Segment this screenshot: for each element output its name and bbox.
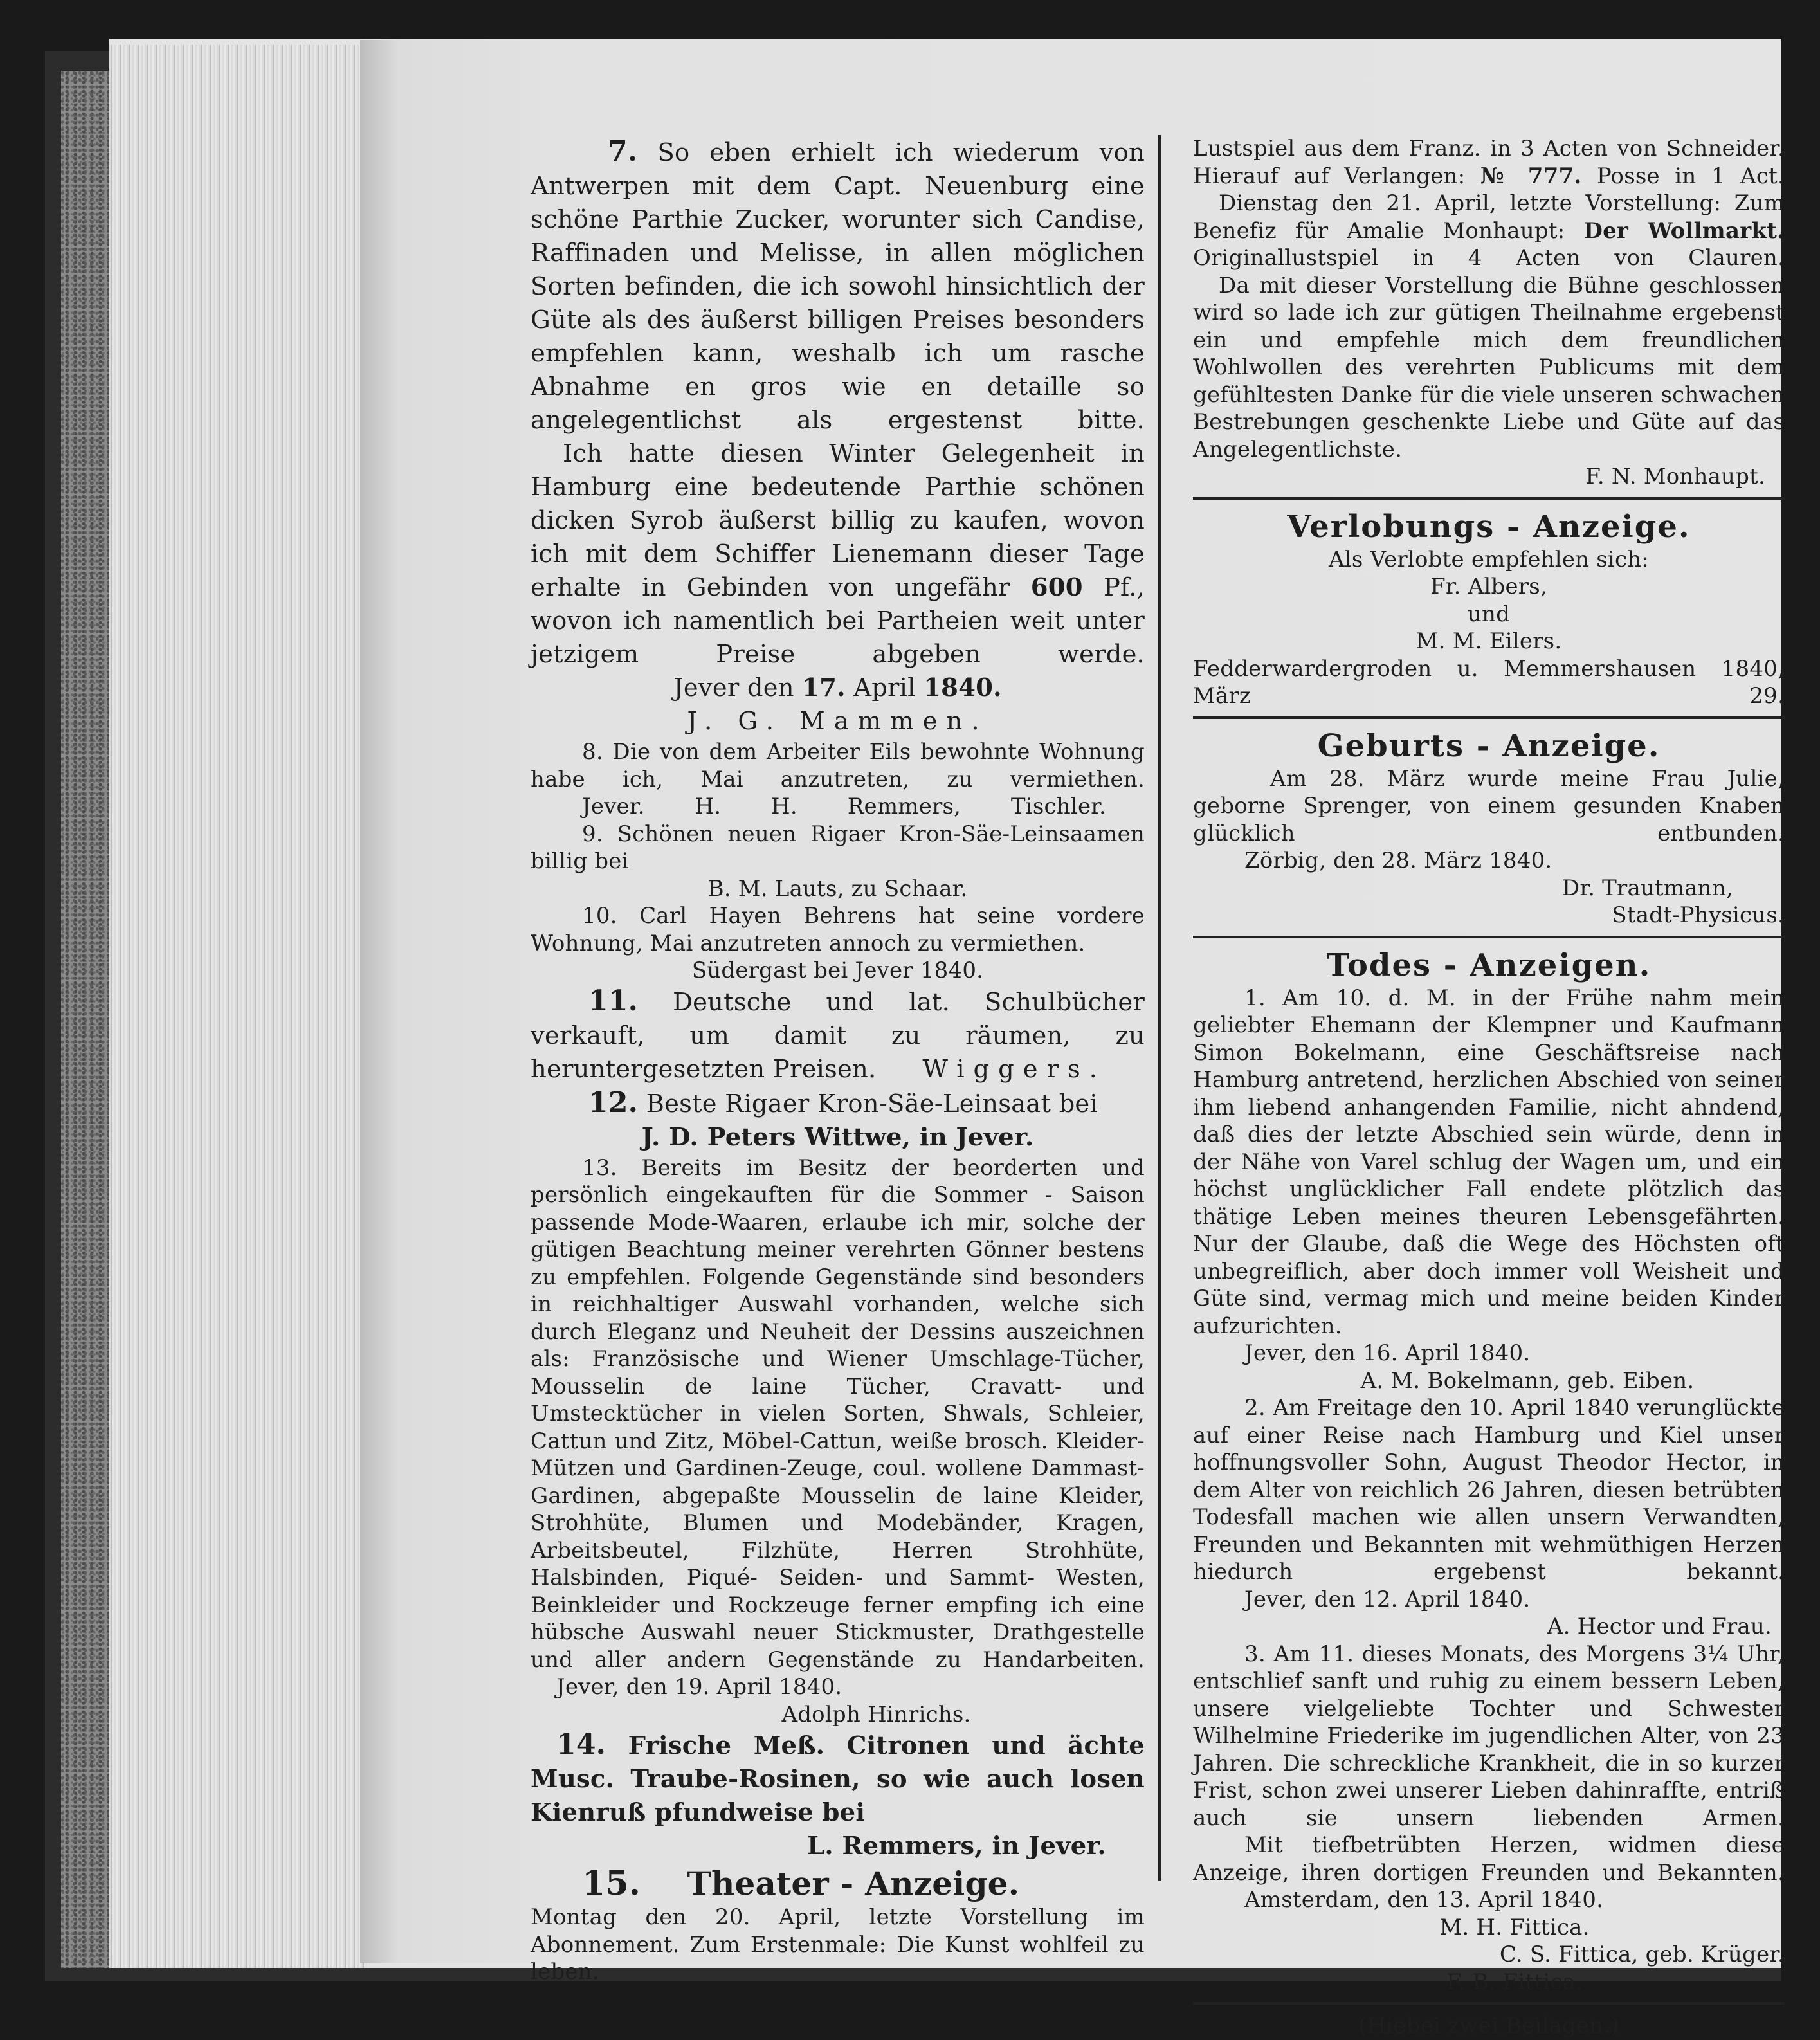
notice-signature: C. S. Fittica, geb. Krüger. <box>1499 1942 1785 1967</box>
ad-text: Carl Hayen Behrens hat seine vordere Wohnung, Mai anzutreten annoch zu vermiethen. <box>531 903 1145 956</box>
notice-signature: A. M. Bokelmann, geb. Eiben. <box>1360 1367 1695 1394</box>
text: Lustspiel aus dem Franz. in 3 Acten von Schneider. Hierauf auf Verlangen: <box>1193 136 1785 189</box>
ad-number: 7. <box>608 135 638 168</box>
ad-amount: 600 <box>1030 573 1083 602</box>
column-divider <box>1158 135 1161 1881</box>
ad-text: Beste Rigaer Kron-Säe-Leinsaat bei <box>646 1089 1098 1118</box>
section-rule <box>1193 2002 1785 2005</box>
notice-text: Am 11. dieses Monats, des Morgens 3¼ Uhr, entschlief sanft und ruhig zu einem bessern Leben, unsere vielgeliebte Tochter und Schwester Wilhelmine Friederike im jugendlichen Alter, von 23 Jahren. Die schreckliche Krankheit, die in so kurzer Frist, schon zwei unserer Lieben dahinraffte, entriß auch sie unsern liebenden Armen. <box>1193 1641 1785 1831</box>
ad-number: 8. <box>582 739 603 765</box>
section-heading: Geburts - Anzeige. <box>1317 727 1661 764</box>
play-number: № 777. <box>1480 163 1582 189</box>
name: Fr. Albers, <box>1430 574 1547 599</box>
notice-signature: A. Hector und Frau. <box>1547 1614 1772 1639</box>
ad-date-day: 17. <box>802 673 846 702</box>
ad-signature: J. G. Mammen. <box>687 707 988 736</box>
ad-text: Ich hatte diesen Winter Gelegenheit in Hamburg eine bedeutende Parthie schönen dicken Syrob äußerst billig zu kaufen, wovon ich mit dem Schiffer Lienemann dieser Tage erhalte in Gebinden von ungefähr <box>531 439 1145 602</box>
theater-continued <box>1193 135 1785 491</box>
ad-signature: Südergast bei Jever 1840. <box>691 958 984 983</box>
ad-9 <box>531 821 1145 903</box>
notice-signature: M. H. Fittica. <box>1439 1914 1590 1940</box>
ad-text: Deutsche und lat. Schulbücher verkauft, um damit zu räumen, zu heruntergesetzten Preisen. <box>531 987 1145 1084</box>
ad-number: 10. <box>582 903 617 929</box>
ad-text: So eben erhielt ich wiederum von Antwerpen mit dem Capt. Neuenburg eine schöne Parthie Zucker, worunter sich Candise, Raffinaden und Melisse, in allen möglichen Sorten befinden, die ich sowohl hinsichtlich der Güte als des äußerst billigen Preises besonders empfehlen kann, weshalb ich um rasche Abnahme en gros wie en detaille so angelegentlichst als ergestenst bitte. <box>531 138 1145 435</box>
signature: F. N. Monhaupt. <box>1585 464 1765 489</box>
ad-date-year: 1840. <box>924 673 1002 702</box>
ad-date-month: April <box>853 673 916 702</box>
ad-number: 12. <box>588 1086 639 1119</box>
ad-signature: Adolph Hinrichs. <box>781 1701 971 1727</box>
text: Am 28. März wurde meine Frau Julie, geborne Sprenger, von einem gesunden Knaben glücklich entbunden. <box>1193 765 1785 846</box>
ad-signature: L. Remmers, in Jever. <box>806 1832 1106 1861</box>
ad-number: 15. <box>582 1864 641 1903</box>
section-heading: Todes - Anzeigen. <box>1326 947 1652 983</box>
ad-text: Pf., wovon ich namentlich bei Partheien weit unter jetzigem Preise abgeben werde. <box>531 573 1145 669</box>
ad-place: Jever. <box>582 794 645 819</box>
birth-notice <box>1193 727 1785 929</box>
intro: Als Verlobte empfehlen sich: <box>1329 546 1649 572</box>
section-rule <box>1193 936 1785 938</box>
page-stack-edges <box>109 45 367 1968</box>
text: Dienstag den 21. April, letzte Vorstellung: Zum Benefiz für Amalie Monhaupt: <box>1193 190 1785 244</box>
notice-number: 2. <box>1244 1395 1266 1421</box>
ad-13 <box>531 1154 1145 1729</box>
text: Posse in 1 Act. <box>1596 163 1785 189</box>
play-title: Der Wollmarkt. <box>1583 217 1785 244</box>
ad-signature: B. M. Lauts, zu Schaar. <box>707 875 968 902</box>
ad-7 <box>531 135 1145 738</box>
notice-number: 3. <box>1244 1641 1266 1667</box>
right-column <box>1193 135 1785 2040</box>
left-column <box>531 135 1145 1986</box>
ad-signature: J. D. Peters Wittwe, in Jever. <box>641 1122 1034 1152</box>
notice-date: Amsterdam, den 13. April 1840. <box>1244 1887 1604 1913</box>
notice-date: Jever, den 16. April 1840. <box>1244 1340 1531 1366</box>
ad-text: Montag den 20. April, letzte Vorstellung im Abonnement. Zum Erstenmale: Die Kunst wohlfeil zu leben. <box>531 1904 1145 1985</box>
ad-text: Frische Meß. Citronen und ächte Musc. Traube-Rosinen, so wie auch losen Kienruß pfundweise bei <box>531 1731 1145 1827</box>
notice-signature: F. B. Fittica. <box>1446 1969 1583 1995</box>
notice-text: Am Freitage den 10. April 1840 verunglückte auf einer Reise nach Hamburg und Kiel unser hoffnungsvoller Sohn, August Theodor Hector, in dem Alter von reichlich 26 Jahren, diesen betrübten Todesfall machen wie allen unsern Verwandten, Freunden und Bekannten mit wehmüthigen Herzen hiedurch ergebenst bekannt. <box>1193 1395 1785 1585</box>
text: Originallustspiel in 4 Acten von Clauren. <box>1193 245 1785 271</box>
ad-number: 13. <box>582 1154 617 1181</box>
place-date: Zörbig, den 28. März 1840. <box>1244 848 1552 873</box>
ad-11 <box>531 985 1145 1086</box>
ad-date: Jever, den 19. April 1840. <box>556 1674 842 1700</box>
ad-14 <box>531 1728 1145 1863</box>
section-heading: Verlobungs - Anzeige. <box>1287 508 1691 545</box>
ad-number: 14. <box>556 1728 606 1761</box>
ad-signature: Wiggers. <box>922 1054 1106 1084</box>
ad-10 <box>531 902 1145 985</box>
ad-text: Schönen neuen Rigaer Kron-Säe-Leinsaamen billig bei <box>531 821 1145 874</box>
ad-number: 9. <box>582 821 603 847</box>
notice-date: Jever, den 12. April 1840. <box>1244 1586 1531 1612</box>
ad-15 <box>531 1864 1145 1986</box>
ad-number: 11. <box>588 984 639 1017</box>
name: M. M. Eilers. <box>1415 628 1562 654</box>
notice-text: Am 10. d. M. in der Frühe nahm mein geliebter Ehemann der Klempner und Kaufmann Simon Bokelmann, eine Geschäftsreise nach Hamburg antretend, herzlichen Abschied von seiner ihm liebend anhangenden Familie, nicht ahndend, daß dies der letzte Abschied sein würde, denn in der Nähe von Varel schlug der Wagen um, und ein höchst unglücklicher Fall endete plötzlich das thätige Leben meines theuren Lebensgefährten. Nur der Glaube, daß die Wege des Höchsten oft unbegreiflich, aber doch immer voll Weisheit und Güte sind, vermag mich und meine beiden Kinder aufzurichten. <box>1193 985 1785 1339</box>
signature-title: Stadt-Physicus. <box>1612 902 1785 928</box>
ad-text: Die von dem Arbeiter Eils bewohnte Wohnung habe ich, Mai anzutreten, zu vermiethen. <box>531 739 1145 792</box>
notice-number: 1. <box>1244 985 1266 1011</box>
place-date: Fedderwardergroden u. Memmershausen 1840, März 29. <box>1193 655 1785 709</box>
ad-heading: Theater - Anzeige. <box>687 1864 1020 1902</box>
section-rule <box>1193 716 1785 719</box>
ad-text: Bereits im Besitz der beorderten und persönlich eingekauften für die Sommer - Saison passende Mode-Waaren, erlaube ich mir, solche der gütigen Beachtung meiner verehrten Gönner bestens zu empfehlen. Folgende Gegenstände sind besonders in reichhaltiger Auswahl vorhanden, welche sich durch Eleganz und Neuheit der Dessins auszeichnen als: Französische und Wiener Umschlage-Tücher, Mousselin de laine Tücher, Cravatt- und Umstecktücher in vielen Sorten, Shwals, Schleier, Cattun und Zitz, Möbel-Cattun, weiße brosch. Kleider- Mützen und Gardinen-Zeuge, coul. wollene Dammast-Gardinen, abgepaßte Mousselin de laine Kleider, Strohhüte, Blumen und Modebänder, Kragen, Arbeitsbeutel, Filzhüte, Herren Strohhüte, Halsbinden, Piqué- Seiden- und Sammt- Westen, Beinkleider und Rockzeuge ferner empfing ich eine hübsche Auswahl neuer Stickmuster, Drathgestelle und aller andern Gegenstände zu Handarbeiten. <box>531 1154 1145 1673</box>
ad-date-prefix: Jever den <box>673 673 794 702</box>
footer-note: (Hiebei zwei Beilagen.) <box>1358 2013 1619 2039</box>
ad-12 <box>531 1086 1145 1154</box>
notice-text: Mit tiefbetrübten Herzen, widmen diese Anzeige, ihren dortigen Freunden und Bekannten. <box>1193 1832 1785 1886</box>
death-notices <box>1193 946 1785 1996</box>
text: Da mit dieser Vorstellung die Bühne geschlossen wird so lade ich zur gütigen Theilnahme ergebenst ein und empfehle mich dem freundlichen Wohlwollen des verehrten Publicums mit dem gefühltesten Danke für die viele unseren schwachen Bestrebungen geschenkte Liebe und Güte auf das Angelegentlichste. <box>1193 272 1785 462</box>
signature: Dr. Trautmann, <box>1561 875 1733 901</box>
conjunction: und <box>1467 601 1511 627</box>
engagement-notice <box>1193 507 1785 710</box>
ad-8 <box>531 738 1145 821</box>
ad-signature: H. H. Remmers, Tischler. <box>695 794 1106 819</box>
section-rule <box>1193 497 1785 500</box>
